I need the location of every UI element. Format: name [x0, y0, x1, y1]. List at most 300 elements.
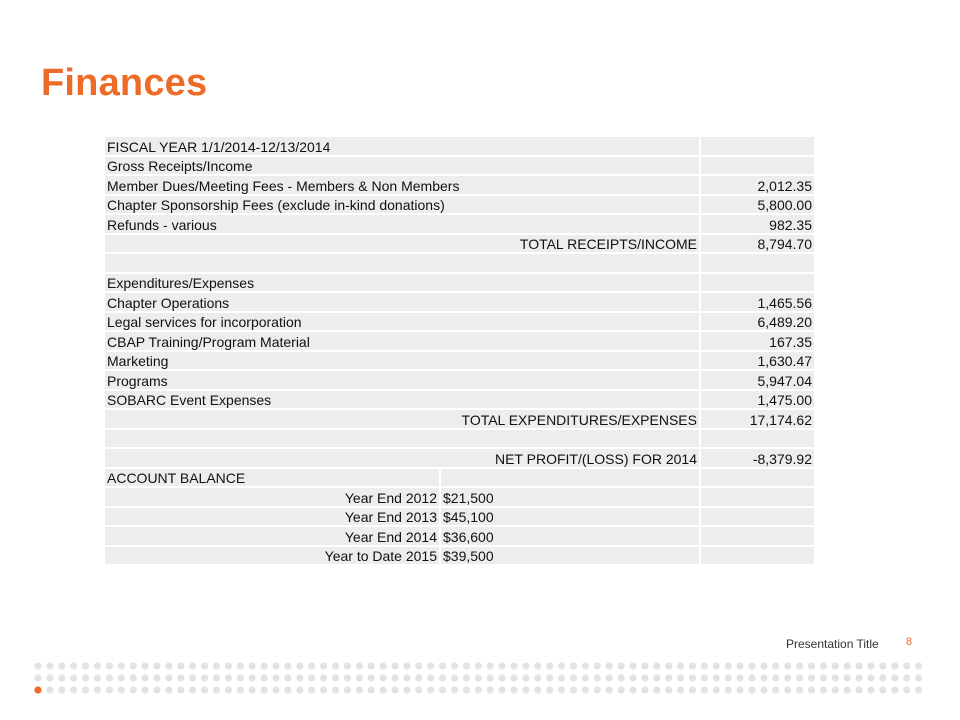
decorative-dot	[510, 674, 517, 681]
decorative-dot	[903, 662, 910, 669]
row-value: 5,947.04	[701, 371, 814, 389]
decorative-dot	[261, 674, 268, 681]
decorative-dot	[582, 662, 589, 669]
table-row	[105, 391, 814, 409]
decorative-dot	[415, 686, 422, 693]
decorative-dot	[570, 662, 577, 669]
decorative-dot	[606, 662, 613, 669]
decorative-dot	[618, 674, 625, 681]
decorative-dot	[130, 674, 137, 681]
decorative-dot	[368, 674, 375, 681]
decorative-dot	[308, 662, 315, 669]
table-row	[105, 137, 814, 155]
decorative-dot	[356, 674, 363, 681]
decorative-dot	[130, 686, 137, 693]
decorative-dot	[284, 662, 291, 669]
decorative-dot	[510, 662, 517, 669]
row-label	[105, 430, 699, 448]
balance-label: Year End 2012	[105, 488, 439, 506]
decorative-dot	[237, 686, 244, 693]
accent-dot	[34, 686, 41, 693]
row-value: 6,489.20	[701, 313, 814, 331]
decorative-dot	[189, 686, 196, 693]
decorative-dot	[879, 662, 886, 669]
decorative-dot	[427, 662, 434, 669]
decorative-dot	[725, 662, 732, 669]
row-value: -8,379.92	[701, 449, 814, 467]
decorative-dot	[249, 686, 256, 693]
decorative-dot	[618, 686, 625, 693]
decorative-dot	[225, 674, 232, 681]
decorative-dot	[748, 662, 755, 669]
decorative-dot	[915, 662, 922, 669]
row-label	[105, 254, 699, 272]
decorative-dot	[213, 662, 220, 669]
decorative-dot	[534, 662, 541, 669]
decorative-dot	[153, 674, 160, 681]
decorative-dot	[606, 686, 613, 693]
decorative-dot	[308, 674, 315, 681]
decorative-dot	[772, 662, 779, 669]
row-value	[701, 274, 814, 292]
decorative-dot	[34, 662, 41, 669]
decorative-dot	[582, 674, 589, 681]
decorative-dot	[320, 662, 327, 669]
row-value: 1,475.00	[701, 391, 814, 409]
decorative-dot	[106, 674, 113, 681]
row-label: FISCAL YEAR 1/1/2014-12/13/2014	[105, 137, 699, 155]
decorative-dot	[439, 662, 446, 669]
decorative-dot	[820, 686, 827, 693]
row-label: Chapter Sponsorship Fees (exclude in-kind donations)	[105, 196, 699, 214]
decorative-dot	[130, 662, 137, 669]
decorative-dot	[689, 662, 696, 669]
row-label: Member Dues/Meeting Fees - Members & Non Members	[105, 176, 699, 194]
total-row	[105, 235, 814, 253]
account-balance-heading-row	[105, 469, 814, 487]
decorative-dot	[142, 674, 149, 681]
footer-presentation-title: Presentation Title	[786, 637, 879, 651]
decorative-dot	[487, 662, 494, 669]
decorative-dot	[677, 686, 684, 693]
decorative-dot	[701, 686, 708, 693]
decorative-dot	[153, 662, 160, 669]
decorative-dot	[427, 674, 434, 681]
decorative-dot	[368, 686, 375, 693]
decorative-dot	[641, 662, 648, 669]
account-balance-heading: ACCOUNT BALANCE	[105, 469, 439, 487]
decorative-dot	[820, 662, 827, 669]
decorative-dot	[832, 662, 839, 669]
decorative-dot	[546, 674, 553, 681]
decorative-dot	[713, 674, 720, 681]
decorative-dot	[558, 686, 565, 693]
decorative-dot	[475, 686, 482, 693]
decorative-dot	[153, 686, 160, 693]
row-label: Programs	[105, 371, 699, 389]
decorative-dot	[34, 674, 41, 681]
decorative-dot	[725, 686, 732, 693]
decorative-dot	[391, 674, 398, 681]
table-row	[105, 157, 814, 175]
decorative-dot	[784, 686, 791, 693]
balance-row	[105, 508, 814, 526]
decorative-dot	[332, 686, 339, 693]
decorative-dot	[403, 662, 410, 669]
decorative-dot	[832, 674, 839, 681]
decorative-dot	[534, 674, 541, 681]
decorative-dot	[106, 686, 113, 693]
empty-cell	[701, 488, 814, 506]
decorative-dot	[320, 686, 327, 693]
decorative-dot	[213, 686, 220, 693]
balance-amount: $36,600	[441, 527, 699, 545]
decorative-dot	[344, 662, 351, 669]
decorative-dot	[653, 686, 660, 693]
decorative-dot-pattern	[30, 658, 930, 698]
empty-cell	[441, 469, 699, 487]
decorative-dot	[867, 686, 874, 693]
decorative-dot	[463, 662, 470, 669]
decorative-dot	[451, 686, 458, 693]
decorative-dot	[856, 674, 863, 681]
decorative-dot	[891, 686, 898, 693]
decorative-dot	[70, 674, 77, 681]
decorative-dot	[534, 686, 541, 693]
decorative-dot	[165, 686, 172, 693]
decorative-dot	[546, 662, 553, 669]
decorative-dot	[725, 674, 732, 681]
table-row	[105, 371, 814, 389]
decorative-dot	[296, 674, 303, 681]
decorative-dot	[641, 674, 648, 681]
decorative-dot	[320, 674, 327, 681]
decorative-dot	[867, 674, 874, 681]
table-row	[105, 274, 814, 292]
decorative-dot	[332, 674, 339, 681]
empty-cell	[701, 469, 814, 487]
row-label: Marketing	[105, 352, 699, 370]
decorative-dot	[451, 674, 458, 681]
decorative-dot	[249, 662, 256, 669]
decorative-dot	[522, 686, 529, 693]
decorative-dot	[689, 686, 696, 693]
decorative-dot	[629, 674, 636, 681]
row-label: Expenditures/Expenses	[105, 274, 699, 292]
decorative-dot	[237, 662, 244, 669]
decorative-dot	[689, 674, 696, 681]
row-value: 17,174.62	[701, 410, 814, 428]
row-value	[701, 137, 814, 155]
decorative-dot	[915, 686, 922, 693]
row-value: 982.35	[701, 215, 814, 233]
decorative-dot	[58, 662, 65, 669]
decorative-dot	[760, 686, 767, 693]
balance-label: Year End 2014	[105, 527, 439, 545]
decorative-dot	[142, 686, 149, 693]
decorative-dot	[546, 686, 553, 693]
decorative-dot	[510, 686, 517, 693]
decorative-dot	[403, 674, 410, 681]
decorative-dot	[844, 686, 851, 693]
decorative-dot	[748, 686, 755, 693]
decorative-dot	[796, 674, 803, 681]
decorative-dot	[94, 686, 101, 693]
decorative-dot	[665, 662, 672, 669]
decorative-dot	[82, 674, 89, 681]
row-value	[701, 157, 814, 175]
decorative-dot	[570, 686, 577, 693]
decorative-dot	[665, 674, 672, 681]
decorative-dot	[225, 662, 232, 669]
decorative-dot	[701, 674, 708, 681]
row-value: 5,800.00	[701, 196, 814, 214]
decorative-dot	[760, 662, 767, 669]
decorative-dot	[225, 686, 232, 693]
decorative-dot	[451, 662, 458, 669]
decorative-dot	[189, 662, 196, 669]
table-row	[105, 196, 814, 214]
decorative-dot	[844, 662, 851, 669]
balance-label: Year to Date 2015	[105, 547, 439, 565]
decorative-dot	[737, 674, 744, 681]
decorative-dot	[237, 674, 244, 681]
decorative-dot	[784, 674, 791, 681]
row-label: CBAP Training/Program Material	[105, 332, 699, 350]
decorative-dot	[629, 662, 636, 669]
decorative-dot	[582, 686, 589, 693]
decorative-dot	[594, 662, 601, 669]
decorative-dot	[618, 662, 625, 669]
row-label: Legal services for incorporation	[105, 313, 699, 331]
decorative-dot	[380, 686, 387, 693]
empty-cell	[701, 508, 814, 526]
decorative-dot	[713, 686, 720, 693]
decorative-dot	[820, 674, 827, 681]
page-number: 8	[906, 636, 913, 648]
table-row	[105, 430, 814, 448]
decorative-dot	[70, 662, 77, 669]
total-row	[105, 410, 814, 428]
decorative-dot	[641, 686, 648, 693]
decorative-dot	[391, 662, 398, 669]
decorative-dot	[58, 686, 65, 693]
decorative-dot	[522, 674, 529, 681]
row-value: 167.35	[701, 332, 814, 350]
decorative-dot	[772, 686, 779, 693]
total-label: TOTAL EXPENDITURES/EXPENSES	[105, 410, 699, 428]
decorative-dot	[594, 686, 601, 693]
decorative-dot	[439, 674, 446, 681]
decorative-dot	[261, 686, 268, 693]
decorative-dot	[415, 674, 422, 681]
decorative-dot	[201, 686, 208, 693]
decorative-dot	[94, 674, 101, 681]
total-row	[105, 449, 814, 467]
row-value	[701, 430, 814, 448]
decorative-dot	[272, 662, 279, 669]
decorative-dot	[380, 662, 387, 669]
decorative-dot	[332, 662, 339, 669]
decorative-dot	[344, 686, 351, 693]
decorative-dot	[499, 686, 506, 693]
decorative-dot	[70, 686, 77, 693]
decorative-dot	[201, 674, 208, 681]
decorative-dot	[261, 662, 268, 669]
row-value	[701, 254, 814, 272]
decorative-dot	[760, 674, 767, 681]
decorative-dot	[832, 686, 839, 693]
decorative-dot	[808, 662, 815, 669]
balance-row	[105, 527, 814, 545]
row-label: Gross Receipts/Income	[105, 157, 699, 175]
decorative-dot	[82, 686, 89, 693]
row-label: SOBARC Event Expenses	[105, 391, 699, 409]
decorative-dot	[606, 674, 613, 681]
balance-amount: $39,500	[441, 547, 699, 565]
decorative-dot	[856, 686, 863, 693]
decorative-dot	[487, 686, 494, 693]
decorative-dot	[475, 662, 482, 669]
decorative-dot	[177, 674, 184, 681]
table-row	[105, 313, 814, 331]
table-row	[105, 215, 814, 233]
decorative-dot	[46, 662, 53, 669]
row-value: 1,465.56	[701, 293, 814, 311]
decorative-dot	[594, 674, 601, 681]
decorative-dot	[118, 662, 125, 669]
balance-amount: $21,500	[441, 488, 699, 506]
decorative-dot	[748, 674, 755, 681]
decorative-dot	[713, 662, 720, 669]
decorative-dot	[844, 674, 851, 681]
balance-amount: $45,100	[441, 508, 699, 526]
decorative-dot	[284, 686, 291, 693]
decorative-dot	[475, 674, 482, 681]
decorative-dot	[499, 674, 506, 681]
decorative-dot	[296, 686, 303, 693]
decorative-dot	[380, 674, 387, 681]
decorative-dot	[487, 674, 494, 681]
decorative-dot	[94, 662, 101, 669]
table-row	[105, 254, 814, 272]
decorative-dot	[272, 674, 279, 681]
decorative-dot	[558, 662, 565, 669]
empty-cell	[701, 547, 814, 565]
row-value: 2,012.35	[701, 176, 814, 194]
row-label: Chapter Operations	[105, 293, 699, 311]
decorative-dot	[891, 674, 898, 681]
decorative-dot	[558, 674, 565, 681]
decorative-dot	[403, 686, 410, 693]
decorative-dot	[272, 686, 279, 693]
decorative-dot	[463, 674, 470, 681]
decorative-dot	[903, 674, 910, 681]
decorative-dot	[391, 686, 398, 693]
decorative-dot	[427, 686, 434, 693]
decorative-dot	[296, 662, 303, 669]
decorative-dot	[796, 686, 803, 693]
decorative-dot	[522, 662, 529, 669]
decorative-dot	[891, 662, 898, 669]
decorative-dot	[463, 686, 470, 693]
total-label: TOTAL RECEIPTS/INCOME	[105, 235, 699, 253]
decorative-dot	[118, 686, 125, 693]
decorative-dot	[249, 674, 256, 681]
balance-row	[105, 488, 814, 506]
decorative-dot	[879, 674, 886, 681]
decorative-dot	[677, 674, 684, 681]
decorative-dot	[213, 674, 220, 681]
table-row	[105, 332, 814, 350]
decorative-dot	[879, 686, 886, 693]
decorative-dot	[808, 674, 815, 681]
decorative-dot	[915, 674, 922, 681]
decorative-dot	[165, 662, 172, 669]
decorative-dot	[201, 662, 208, 669]
decorative-dot	[867, 662, 874, 669]
decorative-dot	[629, 686, 636, 693]
decorative-dot	[106, 662, 113, 669]
decorative-dot	[903, 686, 910, 693]
table-row	[105, 293, 814, 311]
decorative-dot	[165, 674, 172, 681]
decorative-dot	[142, 662, 149, 669]
decorative-dot	[415, 662, 422, 669]
decorative-dot	[737, 686, 744, 693]
balance-row	[105, 547, 814, 565]
decorative-dot	[177, 686, 184, 693]
decorative-dot	[796, 662, 803, 669]
decorative-dot	[189, 674, 196, 681]
decorative-dot	[82, 662, 89, 669]
decorative-dot	[772, 674, 779, 681]
finances-table	[103, 135, 816, 566]
row-value: 1,630.47	[701, 352, 814, 370]
decorative-dot	[46, 674, 53, 681]
decorative-dot	[570, 674, 577, 681]
table-row	[105, 176, 814, 194]
balance-label: Year End 2013	[105, 508, 439, 526]
row-label: Refunds - various	[105, 215, 699, 233]
decorative-dot	[737, 662, 744, 669]
decorative-dot	[653, 674, 660, 681]
decorative-dot	[499, 662, 506, 669]
slide-title: Finances	[41, 62, 208, 104]
row-value: 8,794.70	[701, 235, 814, 253]
table-row	[105, 352, 814, 370]
decorative-dot	[177, 662, 184, 669]
decorative-dot	[653, 662, 660, 669]
decorative-dot	[856, 662, 863, 669]
decorative-dot	[701, 662, 708, 669]
decorative-dot	[58, 674, 65, 681]
decorative-dot	[356, 686, 363, 693]
decorative-dot	[784, 662, 791, 669]
decorative-dot	[368, 662, 375, 669]
decorative-dot	[46, 686, 53, 693]
decorative-dot	[344, 674, 351, 681]
decorative-dot	[308, 686, 315, 693]
decorative-dot	[284, 674, 291, 681]
decorative-dot	[677, 662, 684, 669]
decorative-dot	[665, 686, 672, 693]
empty-cell	[701, 527, 814, 545]
decorative-dot	[808, 686, 815, 693]
total-label: NET PROFIT/(LOSS) FOR 2014	[105, 449, 699, 467]
decorative-dot	[356, 662, 363, 669]
decorative-dot	[118, 674, 125, 681]
